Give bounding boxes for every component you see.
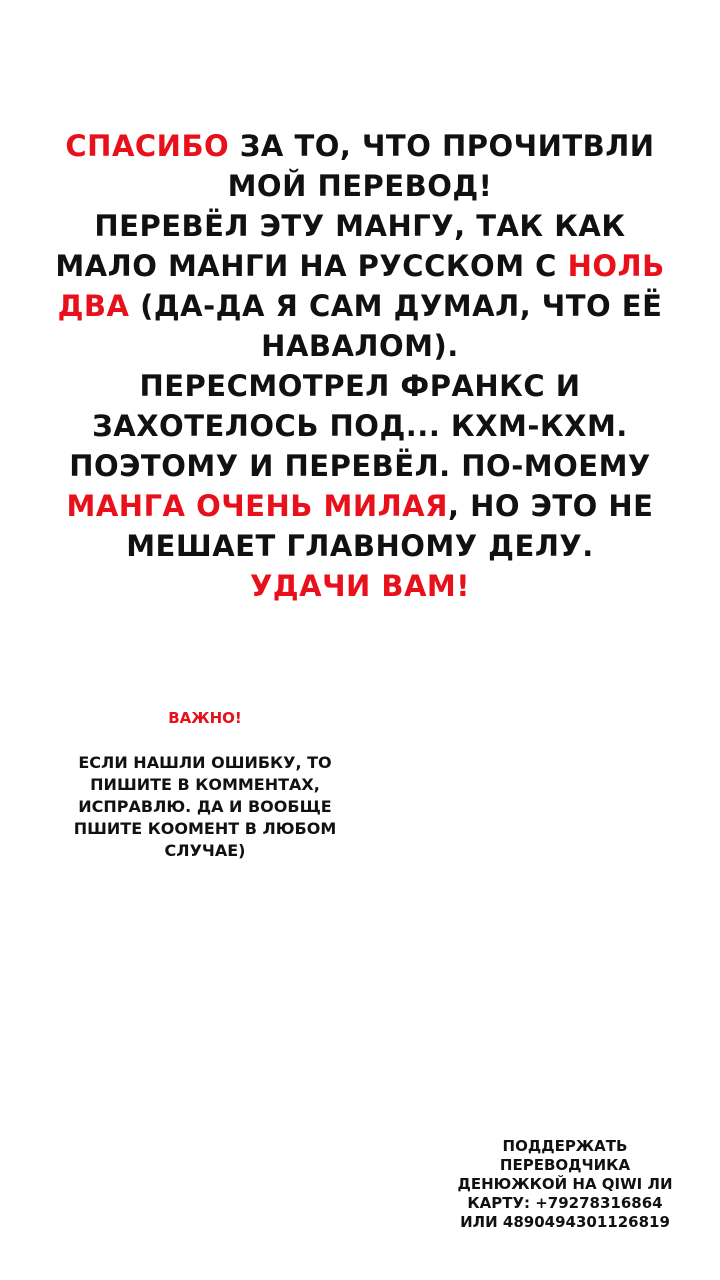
message-line	[20, 166, 700, 206]
message-line	[20, 366, 700, 406]
message-line	[20, 126, 700, 166]
support-line: ДЕНЮЖКОЙ НА QIWI ЛИ	[457, 1175, 673, 1193]
highlighted-text: МАНГА ОЧЕНЬ МИЛАЯ	[66, 489, 448, 523]
highlighted-text: НОЛЬ	[567, 249, 665, 283]
message-text: , НО ЭТО НЕ	[447, 489, 654, 523]
message-text: МОЙ ПЕРЕВОД!	[227, 169, 493, 203]
thank-you-message	[20, 126, 700, 606]
message-line	[20, 486, 700, 526]
support-line: ПОДДЕРЖАТЬ	[502, 1137, 628, 1155]
message-text: ЗАХОТЕЛОСЬ ПОД... КХМ-КХМ.	[92, 409, 628, 443]
support-line: ИЛИ 4890494301126819	[460, 1213, 670, 1231]
support-line: ПЕРЕВОДЧИКА	[499, 1156, 631, 1174]
important-note-line: СЛУЧАЕ)	[164, 841, 246, 860]
message-text: (ДА-ДА Я САМ ДУМАЛ, ЧТО ЕЁ	[129, 289, 663, 323]
message-line	[20, 246, 700, 286]
message-line	[20, 446, 700, 486]
highlighted-text: УДАЧИ ВАМ!	[249, 569, 471, 603]
important-note-line: ИСПРАВЛЮ. ДА И ВООБЩЕ	[78, 797, 332, 816]
important-note	[50, 752, 360, 862]
message-text: НАВАЛОМ).	[261, 329, 459, 363]
message-text: ЗА ТО, ЧТО ПРОЧИТВЛИ	[229, 129, 655, 163]
message-line	[20, 526, 700, 566]
important-note-line: ПИШИТЕ В КОММЕНТАХ,	[90, 775, 320, 794]
message-line	[20, 406, 700, 446]
highlighted-text: ДВА	[57, 289, 130, 323]
message-line	[20, 326, 700, 366]
important-heading: ВАЖНО!	[168, 709, 242, 727]
message-line	[20, 566, 700, 606]
support-line: КАРТУ: +79278316864	[467, 1194, 663, 1212]
message-text: МЕШАЕТ ГЛАВНОМУ ДЕЛУ.	[126, 529, 594, 563]
message-text: ПЕРЕСМОТРЕЛ ФРАНКС И	[139, 369, 581, 403]
message-text: МАЛО МАНГИ НА РУССКОМ С	[55, 249, 568, 283]
message-text: ПЕРЕВЁЛ ЭТУ МАНГУ, ТАК КАК	[94, 209, 626, 243]
important-note-line: ЕСЛИ НАШЛИ ОШИБКУ, ТО	[78, 753, 332, 772]
highlighted-text: СПАСИБО	[65, 129, 230, 163]
message-text: ПОЭТОМУ И ПЕРЕВЁЛ. ПО-МОЕМУ	[69, 449, 651, 483]
support-translator-note	[430, 1137, 700, 1232]
important-note-line: ПШИТЕ КООМЕНТ В ЛЮБОМ	[73, 819, 337, 838]
message-line	[20, 286, 700, 326]
message-line	[20, 206, 700, 246]
